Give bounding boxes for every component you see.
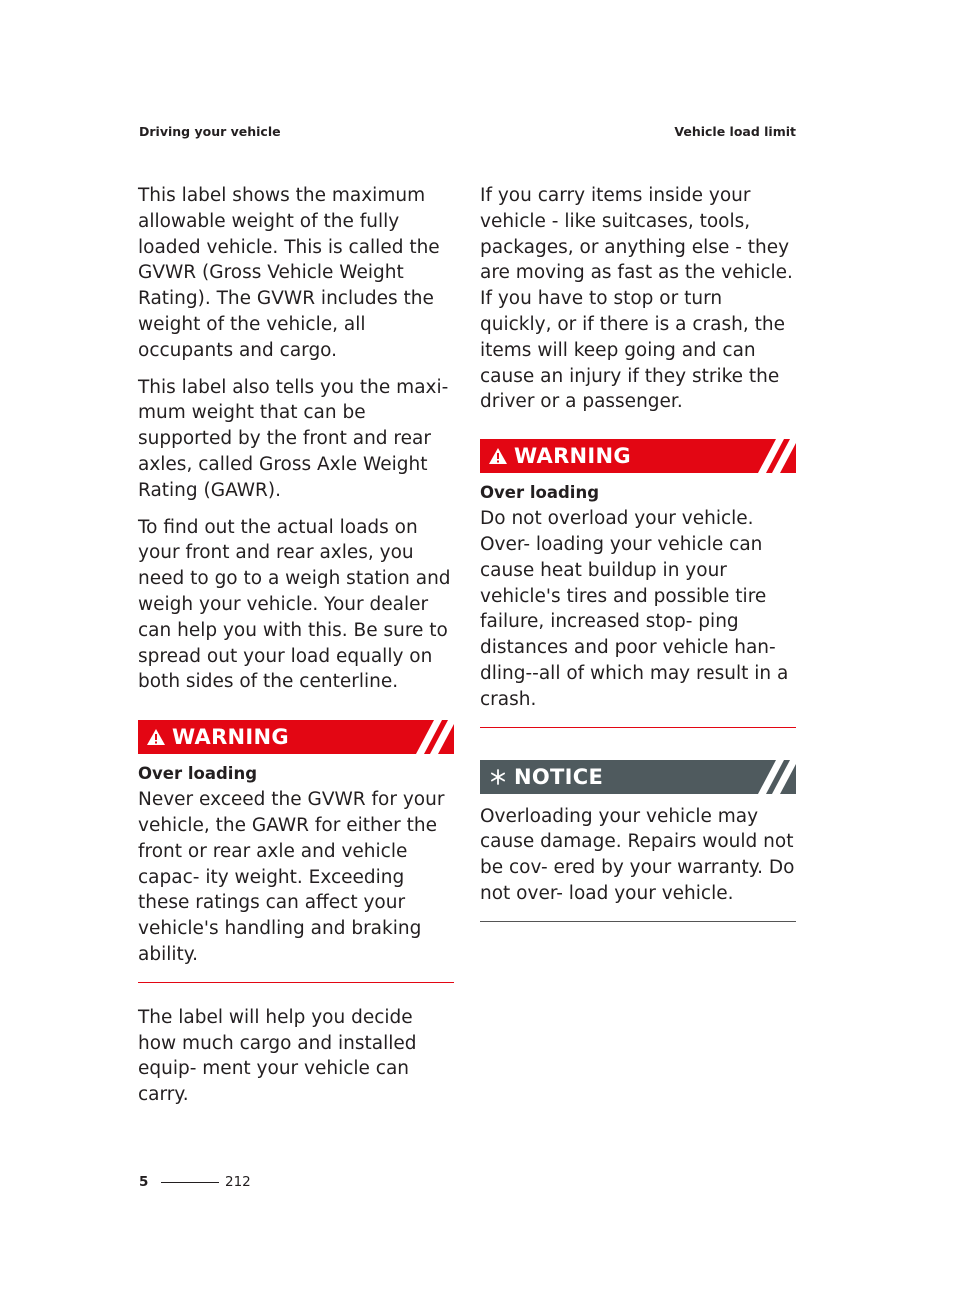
warning-banner [138,720,454,754]
left-column [138,183,454,1119]
warning-heading: Over loading [138,764,258,784]
page-number: 212 [225,1174,251,1190]
notice-end-rule [480,921,796,922]
warning-triangle-icon [146,727,166,747]
chapter-number: 5 [139,1174,149,1190]
paragraph-cargo-items: If you carry items inside your vehicle - like suitcases, tools, packages, or anything else - they are moving as fast as the vehicle. If you have to stop or turn quickly, or if there is a crash, the items will keep going and can cause an injury if they strike the driver or a passenger. [480,185,793,413]
paragraph-gvwr: This label shows the maximum allowable weight of the fully loaded vehicle. This is called the GVWR (Gross Vehicle Weight Rating). The GVWR includes the weight of the vehicle, all occupants and cargo. [138,185,440,361]
paragraph-weigh-station: To find out the actual loads on your front and rear axles, you need to go to a weigh station and weigh your vehicle. Your dealer can help you with this. Be sure to spread out your load equally on both sides of the centerline. [138,516,451,693]
running-header-topic: Vehicle load limit [674,124,796,139]
warning-title: WARNING [514,444,631,469]
warning-title: WARNING [172,725,289,750]
notice-banner [480,760,796,794]
warning-text: Do not overload your vehicle. Over- loading your vehicle can cause heat buildup in your vehicle's tires and possible tire failure, increased stop- ping distances and poor vehicle han- dling--all of which may result in a crash. [480,508,789,710]
notice-text: Overloading your vehicle may cause damage. Repairs would not be cov- ered by your warranty. Do not over- load your vehicle. [480,805,795,904]
right-column [480,183,796,944]
paragraph-gawr: This label also tells you the maxi- mum weight that can be supported by the front and rear axles, called Gross Axle Weight Rating (GAWR). [138,376,449,501]
page-footer [139,1174,251,1190]
footer-divider [161,1182,219,1183]
paragraph-label-help: The label will help you decide how much cargo and installed equip- ment your vehicle can carry. [138,1006,417,1106]
warning-banner [480,439,796,473]
banner-stripes-icon [744,760,796,794]
warning-text: Never exceed the GVWR for your vehicle, the GAWR for either the front or rear axle and vehicle capac- ity weight. Exceeding these ratings can affect your vehicle's handling and braking ability. [138,789,445,965]
notice-title: NOTICE [514,764,604,789]
warning-end-rule [138,982,454,983]
warning-heading: Over loading [480,483,600,503]
running-header-section: Driving your vehicle [139,124,281,139]
banner-stripes-icon [402,720,454,754]
notice-asterisk-icon [488,767,508,787]
warning-triangle-icon [488,446,508,466]
banner-stripes-icon [744,439,796,473]
warning-end-rule [480,727,796,728]
